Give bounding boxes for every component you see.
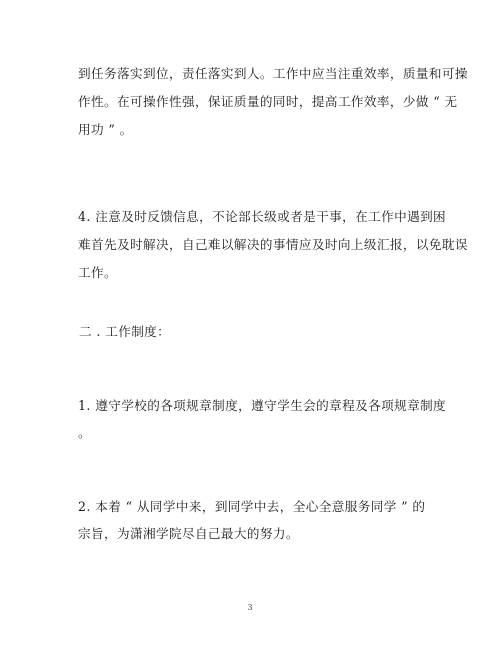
page-number: 3	[247, 603, 253, 612]
paragraph-4-line-1: 2. 本着 “ 从同学中来，到同学中去，全心全意服务同学 ” 的	[78, 499, 426, 514]
paragraph-1-line-2: 作性。在可操作性强，保证质量的同时，提高工作效率，少做 “ 无	[78, 94, 458, 109]
paragraph-3-line-1: 1. 遵守学校的各项规章制度，遵守学生会的章程及各项规章制度	[78, 398, 447, 413]
paragraph-2-line-2: 难首先及时解决，自己难以解决的事情应及时向上级汇报，以免耽误	[78, 237, 468, 252]
paragraph-1-line-3: 用功 ” 。	[78, 122, 133, 137]
paragraph-4-line-2: 宗旨，为潇湘学院尽自己最大的努力。	[78, 526, 299, 541]
paragraph-2-line-3: 工作。	[78, 265, 117, 280]
paragraph-1-line-1: 到任务落实到位，责任落实到人。工作中应当注重效率，质量和可操	[78, 66, 468, 81]
paragraph-3-line-2: 。	[78, 425, 91, 440]
paragraph-2-line-1: 4. 注意及时反馈信息，不论部长级或者是干事，在工作中遇到困	[78, 209, 447, 224]
section-heading: 二 . 工作制度：	[79, 324, 171, 339]
